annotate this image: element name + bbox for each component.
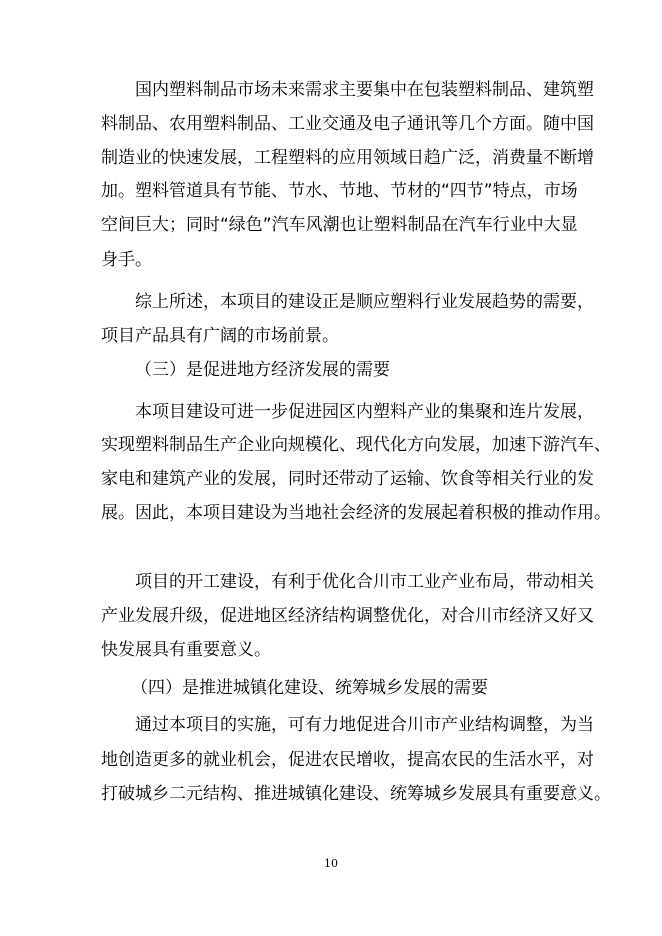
- paragraph-line: 身手。: [101, 250, 152, 270]
- paragraph-line: 国内塑料制品市场未来需求主要集中在包装塑料制品、建筑塑: [135, 80, 594, 100]
- paragraph-line: 加。塑料管道具有节能、节水、节地、节材的“四节”特点，市场: [101, 181, 578, 201]
- paragraph-line: 家电和建筑产业的发展，同时还带动了运输、饮食等相关行业的发: [101, 469, 594, 489]
- paragraph-line: 综上所述，本项目的建设正是顺应塑料行业发展趋势的需要，: [135, 292, 594, 312]
- paragraph-line: 产业发展升级，促进地区经济结构调整优化，对合川市经济又好又: [101, 606, 594, 626]
- paragraph-line: 通过本项目的实施，可有力地促进合川市产业结构调整，为当: [135, 715, 594, 735]
- paragraph-line: 实现塑料制品生产企业向规模化、现代化方向发展，加速下游汽车、: [101, 435, 611, 455]
- paragraph-line: 快发展具有重要意义。: [101, 640, 271, 660]
- page-number: 10: [324, 857, 338, 870]
- paragraph-line: 空间巨大；同时“绿色”汽车风潮也让塑料制品在汽车行业中大显: [101, 215, 578, 235]
- paragraph-line: 料制品、农用塑料制品、工业交通及电子通讯等几个方面。随中国: [101, 114, 594, 134]
- paragraph-line: 项目的开工建设，有利于优化合川市工业产业布局，带动相关: [135, 572, 594, 592]
- paragraph-line: 项目产品具有广阔的市场前景。: [101, 326, 339, 346]
- paragraph-line: 本项目建设可进一步促进园区内塑料产业的集聚和连片发展，: [135, 402, 594, 422]
- section-heading: （三）是促进地方经济发展的需要: [135, 360, 390, 380]
- paragraph-line: 展。因此，本项目建设为当地社会经济的发展起着积极的推动作用。: [101, 503, 611, 523]
- paragraph-line: 地创造更多的就业机会，促进农民增收，提高农民的生活水平，对: [101, 750, 594, 770]
- paragraph-line: 制造业的快速发展，工程塑料的应用领域日趋广泛，消费量不断增: [101, 148, 594, 168]
- paragraph-line: 打破城乡二元结构、推进城镇化建设、统筹城乡发展具有重要意义。: [101, 784, 611, 804]
- section-heading: （四）是推进城镇化建设、统筹城乡发展的需要: [131, 678, 488, 698]
